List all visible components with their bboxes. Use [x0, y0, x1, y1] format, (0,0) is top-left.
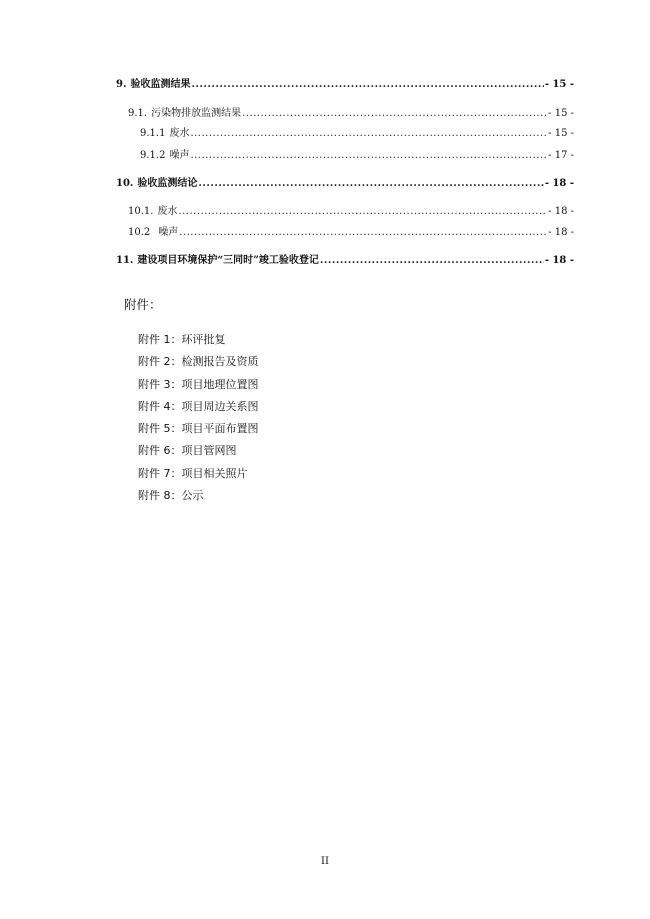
- toc-entry-page: - 15 -: [544, 79, 574, 90]
- toc-entry-page: - 17 -: [548, 150, 574, 161]
- toc-entry-page: - 18 -: [548, 227, 574, 238]
- attachment-item: 附件 6：项目管网图: [138, 444, 237, 458]
- toc-entry-title: 噪声: [169, 150, 190, 161]
- toc-entry-title: 废水: [157, 206, 178, 217]
- toc-entry-number: 10.: [116, 178, 134, 189]
- attachment-item: 附件 1：环评批复: [138, 333, 226, 346]
- toc-entry-title: 建设项目环境保护“三同时”竣工验收登记: [137, 255, 319, 266]
- toc-entry-title: 验收监测结论: [137, 178, 198, 189]
- toc-entry[interactable]: [128, 107, 574, 121]
- toc-entry[interactable]: [140, 127, 574, 141]
- toc-entry-number: 9.1.1: [140, 128, 166, 139]
- attachment-item: 附件 5：项目平面布置图: [138, 422, 259, 436]
- toc-leader-dots: [320, 254, 544, 268]
- attachment-item: 附件 2：检测报告及资质: [138, 355, 259, 369]
- toc-entry-page: - 18 -: [544, 255, 574, 266]
- attachment-item: 附件 7：项目相关照片: [138, 466, 248, 480]
- toc-leader-dots: [179, 226, 547, 240]
- toc-entry-page: - 15 -: [548, 108, 574, 119]
- toc-entry-number: 9.1.2: [140, 150, 166, 161]
- toc-entry-title: 污染物排放监测结果: [151, 108, 242, 119]
- toc-leader-dots: [190, 149, 547, 163]
- toc-entry[interactable]: [116, 177, 574, 191]
- toc-entry-title: 噪声: [158, 227, 179, 238]
- toc-entry-title: 废水: [169, 128, 190, 139]
- toc-entry-number: 10.2: [128, 227, 151, 238]
- page-number: II: [321, 856, 329, 867]
- attachments-heading: 附件：: [124, 297, 162, 312]
- toc-entry[interactable]: [140, 149, 574, 163]
- attachment-item: 附件 3：项目地理位置图: [138, 377, 259, 391]
- toc-leader-dots: [191, 78, 543, 92]
- toc-entry-title: 验收监测结果: [130, 79, 191, 90]
- toc-entry[interactable]: [116, 78, 574, 92]
- toc-leader-dots: [242, 107, 547, 121]
- toc-entry-number: 11.: [116, 255, 134, 266]
- toc-leader-dots: [178, 205, 547, 219]
- toc-entry-number: 10.1.: [128, 206, 154, 217]
- toc-entry-page: - 18 -: [544, 178, 574, 189]
- toc-entry[interactable]: [128, 226, 574, 240]
- toc-entry-page: - 15 -: [548, 128, 574, 139]
- attachments-list: [138, 329, 259, 507]
- toc-entry[interactable]: [128, 205, 574, 219]
- toc-entry-number: 9.: [116, 79, 127, 90]
- toc-leader-dots: [190, 127, 547, 141]
- attachment-item: 附件 8：公示: [138, 489, 204, 503]
- toc-entry[interactable]: [116, 254, 574, 268]
- toc-entry-number: 9.1.: [128, 108, 148, 119]
- attachment-item: 附件 4：项目周边关系图: [138, 399, 259, 413]
- toc-entry-page: - 18 -: [548, 206, 574, 217]
- toc-leader-dots: [198, 177, 543, 191]
